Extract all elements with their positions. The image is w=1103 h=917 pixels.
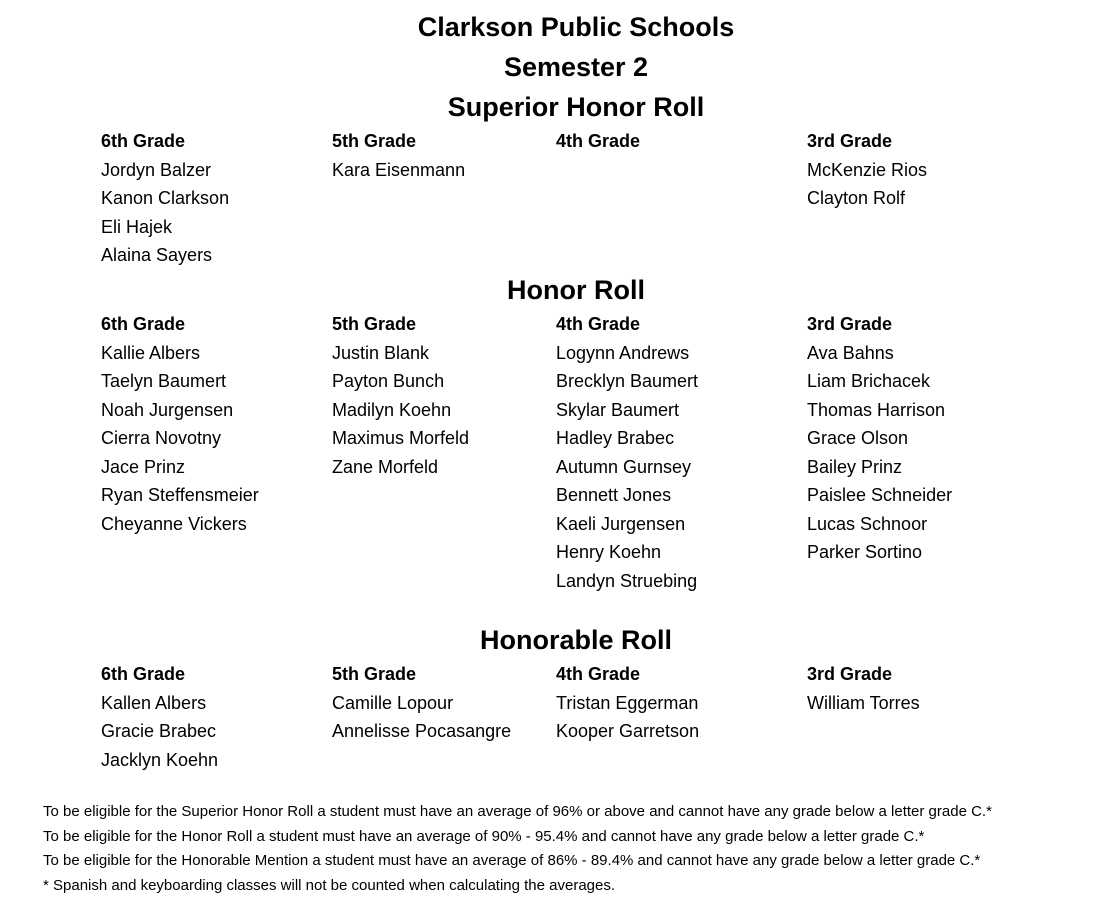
superior-grade-column [556, 127, 640, 156]
grade-header: 3rd Grade [807, 664, 893, 684]
honor-grade-column [556, 310, 698, 595]
note-superior: To be eligible for the Superior Honor Roll a student must have an average of 96% or above and cannot have any grade below a letter grade C.* [43, 803, 992, 820]
student-name: Ava Bahns [807, 342, 894, 363]
grade-header: 3rd Grade [807, 131, 893, 151]
grade-header: 5th Grade [332, 314, 417, 334]
honorable-grade-column [556, 660, 699, 746]
student-name: Kara Eisenmann [332, 159, 466, 180]
student-name: Lucas Schnoor [807, 513, 928, 534]
student-name: Zane Morfeld [332, 456, 439, 477]
student-name: Parker Sortino [807, 542, 923, 562]
student-name: Gracie Brabec [101, 721, 217, 741]
student-name: William Torres [807, 692, 920, 713]
student-name: Jordyn Balzer [101, 159, 212, 180]
grade-header: 4th Grade [556, 314, 641, 334]
student-name: Cheyanne Vickers [101, 513, 247, 534]
student-name: Brecklyn Baumert [556, 371, 699, 391]
student-name: Clayton Rolf [807, 188, 906, 208]
grade-header: 3rd Grade [807, 314, 893, 334]
student-name: Grace Olson [807, 428, 909, 448]
grade-header: 4th Grade [556, 664, 641, 684]
student-name: McKenzie Rios [807, 159, 928, 180]
student-name: Alaina Sayers [101, 245, 213, 265]
honor-grade-column [332, 310, 469, 481]
note-honor: To be eligible for the Honor Roll a student must have an average of 90% - 95.4% and cannot have any grade below a letter grade C.* [43, 827, 925, 845]
student-name: Landyn Struebing [556, 570, 698, 591]
student-name: Cierra Novotny [101, 428, 222, 448]
student-name: Bennett Jones [556, 485, 672, 505]
honor-roll-title: Honor Roll [507, 275, 645, 305]
note-honorable: To be eligible for the Honorable Mention a student must have an average of 86% - 89.4% and cannot have any grade below a letter grade C.* [43, 852, 981, 870]
superior-honor-roll-title: Superior Honor Roll [447, 92, 705, 122]
superior-grade-column [332, 127, 465, 184]
student-name: Camille Lopour [332, 692, 454, 713]
note-footnote: * Spanish and keyboarding classes will not be counted when calculating the averages. [43, 877, 616, 895]
student-name: Hadley Brabec [556, 428, 675, 448]
student-name: Kallen Albers [101, 692, 207, 713]
student-name: Liam Brichacek [807, 371, 931, 391]
student-name: Logynn Andrews [556, 342, 690, 363]
student-name: Justin Blank [332, 342, 430, 363]
student-name: Kaeli Jurgensen [556, 513, 686, 534]
student-name: Taelyn Baumert [101, 371, 227, 391]
student-name: Bailey Prinz [807, 456, 903, 477]
student-name: Autumn Gurnsey [556, 456, 692, 477]
student-name: Jacklyn Koehn [101, 749, 219, 770]
student-name: Kanon Clarkson [101, 188, 230, 208]
grade-header: 6th Grade [101, 131, 186, 151]
district-title: Clarkson Public Schools [417, 12, 735, 42]
honor-grade-column [101, 310, 259, 538]
student-name: Ryan Steffensmeier [101, 485, 259, 505]
honor-grade-column [807, 310, 952, 567]
honorable-roll-title: Honorable Roll [479, 625, 672, 655]
honorable-grade-column [101, 660, 218, 774]
student-name: Henry Koehn [556, 542, 662, 562]
student-name: Kooper Garretson [556, 721, 700, 741]
student-name: Payton Bunch [332, 371, 445, 391]
student-name: Tristan Eggerman [556, 692, 699, 713]
superior-grade-column [807, 127, 927, 213]
grade-header: 6th Grade [101, 664, 186, 684]
grade-header: 5th Grade [332, 664, 417, 684]
student-name: Paislee Schneider [807, 485, 953, 505]
grade-header: 5th Grade [332, 131, 417, 151]
student-name: Skylar Baumert [556, 399, 680, 420]
student-name: Maximus Morfeld [332, 428, 470, 448]
grade-header: 6th Grade [101, 314, 186, 334]
eligibility-notes [43, 800, 1093, 899]
student-name: Jace Prinz [101, 456, 186, 477]
grade-header: 4th Grade [556, 131, 641, 151]
student-name: Kallie Albers [101, 342, 201, 363]
semester-title: Semester 2 [503, 52, 649, 82]
student-name: Eli Hajek [101, 216, 173, 237]
student-name: Annelisse Pocasangre [332, 721, 512, 741]
student-name: Noah Jurgensen [101, 399, 234, 420]
student-name: Thomas Harrison [807, 399, 946, 420]
superior-grade-column [101, 127, 229, 270]
honorable-grade-column [332, 660, 511, 746]
student-name: Madilyn Koehn [332, 399, 452, 420]
honorable-grade-column [807, 660, 920, 717]
